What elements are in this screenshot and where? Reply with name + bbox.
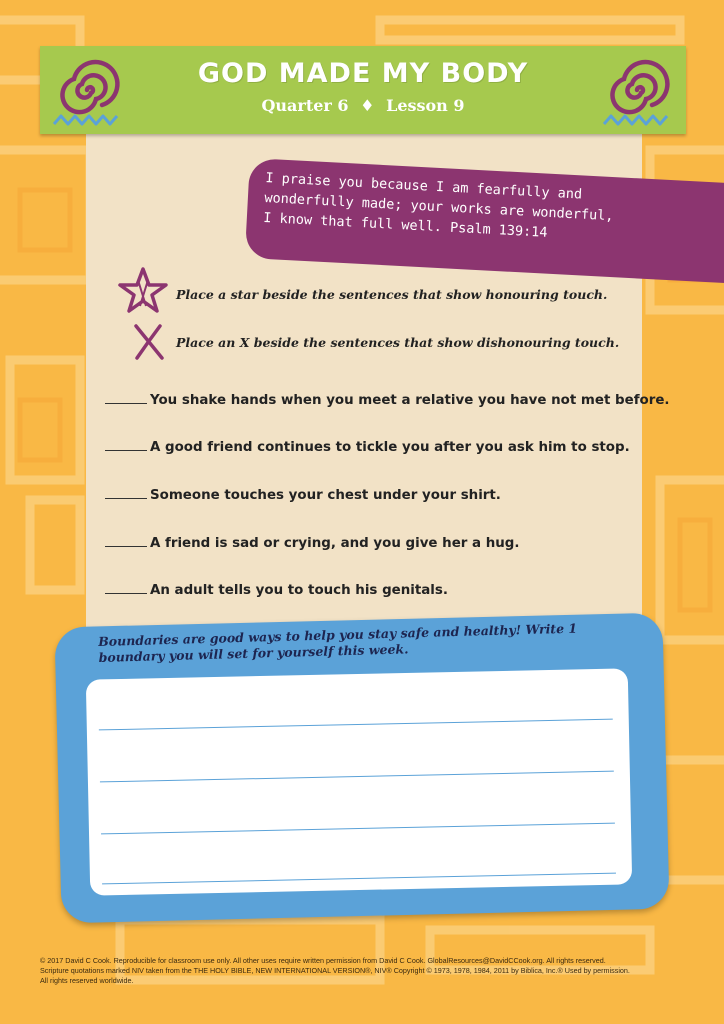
lesson-subtitle [40, 96, 686, 115]
writing-line[interactable] [102, 873, 616, 885]
sentence-text: Someone touches your chest under your shirt. [150, 488, 501, 503]
answer-blank[interactable] [105, 403, 147, 404]
page-title: GOD MADE MY BODY [197, 58, 529, 89]
quarter-label: Quarter 6 [261, 96, 349, 115]
instruction-x: Place an X beside the sentences that show dishonouring touch. [176, 335, 620, 350]
separator-diamond-icon: ♦ [360, 96, 375, 115]
list-item [105, 488, 501, 503]
footer-line: © 2017 David C Cook. Reproducible for classroom use only. All other uses require written permission from David C Cook. GlobalResources@DavidCCook.org. All rights reserved. [40, 956, 606, 965]
boundaries-prompt: Boundaries are good ways to help you stay safe and healthy! Write 1 boundary you will set for yourself this week. [98, 620, 578, 665]
copyright-footer [40, 956, 690, 986]
answer-blank[interactable] [105, 498, 147, 499]
answer-blank[interactable] [105, 450, 147, 451]
footer-line: Scripture quotations marked NIV taken from the THE HOLY BIBLE, NEW INTERNATIONAL VERSION®, NIV® Copyright © 1973, 1978, 1984, 2011 by Biblica, Inc.® Used by permission. [40, 966, 630, 975]
footer-line: All rights reserved worldwide. [40, 976, 134, 985]
writing-line[interactable] [99, 719, 613, 731]
list-item [105, 583, 448, 598]
x-mark-icon [132, 322, 166, 362]
writing-area[interactable] [86, 668, 632, 895]
writing-line[interactable] [100, 771, 614, 783]
list-item [105, 536, 519, 551]
verse-text: I praise you because I am fearfully and wonderfully made; your works are wonderful, I know that full well. Psalm 139:14 [262, 169, 614, 241]
sentence-text: You shake hands when you meet a relative you have not met before. [150, 393, 670, 408]
answer-blank[interactable] [105, 546, 147, 547]
lesson-label: Lesson 9 [386, 96, 465, 115]
title-banner [40, 46, 686, 134]
star-icon [118, 266, 168, 314]
writing-line[interactable] [101, 823, 615, 835]
sentence-text: A friend is sad or crying, and you give her a hug. [150, 536, 520, 551]
list-item [105, 440, 630, 455]
sentence-text: A good friend continues to tickle you after you ask him to stop. [150, 440, 630, 455]
answer-blank[interactable] [105, 593, 147, 594]
list-item [105, 393, 670, 408]
sentence-text: An adult tells you to touch his genitals. [150, 583, 448, 598]
instruction-star: Place a star beside the sentences that show honouring touch. [176, 287, 608, 302]
